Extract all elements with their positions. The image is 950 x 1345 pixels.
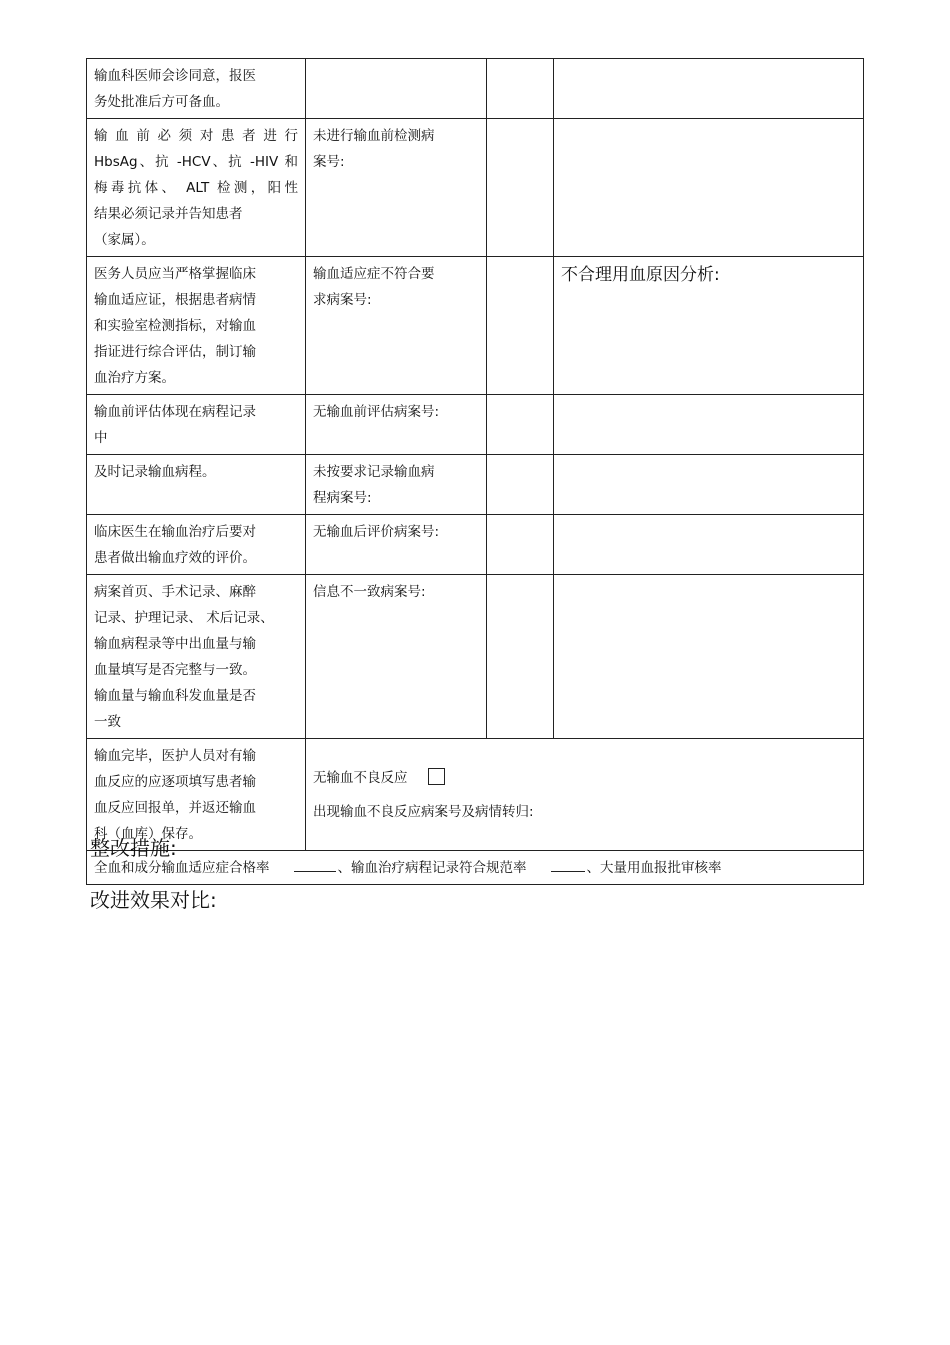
no-reaction-line xyxy=(313,765,856,791)
compare-heading: 改进效果对比: xyxy=(90,888,217,912)
rates-cell xyxy=(87,851,864,885)
table-row xyxy=(87,575,864,739)
issue-cell[interactable] xyxy=(306,575,487,739)
requirement-line: 输血病程录等中出血量与输 xyxy=(94,636,256,652)
requirement-line: 务处批准后方可备血。 xyxy=(94,94,229,110)
issue-line: 输血适应症不符合要 xyxy=(313,266,435,282)
analysis-cell[interactable] xyxy=(554,575,864,739)
requirement-line: 血反应的应逐项填写患者输 xyxy=(94,774,256,790)
requirement-line: 一致 xyxy=(94,714,121,730)
table-row xyxy=(87,59,864,119)
rate-label-3: 、大量用血报批审核率 xyxy=(586,860,722,876)
issue-cell[interactable] xyxy=(306,119,487,257)
table-row xyxy=(87,119,864,257)
analysis-cell[interactable] xyxy=(554,257,864,395)
issue-line: 未按要求记录输血病 xyxy=(313,464,435,480)
audit-table xyxy=(86,58,864,885)
no-reaction-label: 无输血不良反应 xyxy=(313,770,408,786)
reaction-label: 出现输血不良反应病案号及病情转归: xyxy=(313,804,534,820)
requirement-line: 科（血库）保存。 xyxy=(94,826,202,842)
analysis-cell[interactable] xyxy=(554,59,864,119)
issue-line: 无输血后评价病案号: xyxy=(313,524,440,540)
count-cell[interactable] xyxy=(487,59,554,119)
issue-cell[interactable] xyxy=(306,455,487,515)
count-cell[interactable] xyxy=(487,119,554,257)
requirement-line: 病案首页、手术记录、麻醉 xyxy=(94,584,256,600)
reaction-row xyxy=(87,739,864,851)
analysis-cell[interactable] xyxy=(554,395,864,455)
issue-line: 求病案号: xyxy=(313,292,372,308)
requirement-line: 医务人员应当严格掌握临床 xyxy=(94,266,256,282)
table-row xyxy=(87,515,864,575)
requirement-line: 输血适应证，根据患者病情 xyxy=(94,292,256,308)
rate-blank-2[interactable] xyxy=(551,857,585,872)
issue-line: 案号: xyxy=(313,154,345,170)
requirement-line: 中 xyxy=(94,430,108,446)
requirement-line: 结果必须记录并告知患者 xyxy=(94,206,243,222)
requirement-cell xyxy=(87,395,306,455)
analysis-cell[interactable] xyxy=(554,515,864,575)
requirement-line: 指证进行综合评估，制订输 xyxy=(94,344,256,360)
requirement-line: 和实验室检测指标，对输血 xyxy=(94,318,256,334)
requirement-line: 患者做出输血疗效的评价。 xyxy=(94,550,256,566)
count-cell[interactable] xyxy=(487,395,554,455)
issue-cell[interactable] xyxy=(306,59,487,119)
no-reaction-checkbox[interactable] xyxy=(428,768,445,785)
requirement-line: 输血完毕，医护人员对有输 xyxy=(94,748,256,764)
requirement-cell xyxy=(87,59,306,119)
requirement-line: 记录、护理记录、 术后记录、 xyxy=(94,610,274,626)
rectify-heading: 整改措施: xyxy=(90,836,177,860)
issue-line: 程病案号: xyxy=(313,490,372,506)
requirement-cell xyxy=(87,515,306,575)
requirement-line: 临床医生在输血治疗后要对 xyxy=(94,524,256,540)
analysis-cell[interactable] xyxy=(554,455,864,515)
requirement-line: 输血科医师会诊同意，报医 xyxy=(94,68,256,84)
requirement-line: 输血量与输血科发血量是否 xyxy=(94,688,256,704)
analysis-label: 不合理用血原因分析: xyxy=(561,265,720,285)
requirement-line: HbsAg、抗 -HCV、抗 -HIV 和 xyxy=(94,154,298,170)
requirement-line: 及时记录输血病程。 xyxy=(94,464,216,480)
table-row xyxy=(87,257,864,395)
table-row xyxy=(87,395,864,455)
issue-line: 未进行输血前检测病 xyxy=(313,128,435,144)
requirement-cell xyxy=(87,455,306,515)
analysis-cell[interactable] xyxy=(554,119,864,257)
issue-line: 无输血前评估病案号: xyxy=(313,404,440,420)
requirement-line: 血量填写是否完整与一致。 xyxy=(94,662,256,678)
count-cell[interactable] xyxy=(487,515,554,575)
requirement-cell xyxy=(87,575,306,739)
requirement-line: 输 血 前 必 须 对 患 者 进 行 xyxy=(94,128,298,144)
requirement-cell xyxy=(87,119,306,257)
requirement-line: 血治疗方案。 xyxy=(94,370,175,386)
issue-cell[interactable] xyxy=(306,257,487,395)
requirement-line: 梅毒抗体、 ALT 检测，阳性 xyxy=(94,180,298,196)
count-cell[interactable] xyxy=(487,455,554,515)
requirement-line: 血反应回报单，并返还输血 xyxy=(94,800,256,816)
rate-label-1: 全血和成分输血适应症合格率 xyxy=(94,860,270,876)
requirement-cell xyxy=(87,257,306,395)
audit-sheet xyxy=(86,58,864,885)
requirement-line: （家属）。 xyxy=(94,232,155,248)
rate-blank-1[interactable] xyxy=(294,857,336,872)
issue-cell[interactable] xyxy=(306,395,487,455)
count-cell[interactable] xyxy=(487,575,554,739)
count-cell[interactable] xyxy=(487,257,554,395)
rate-label-2: 、输血治疗病程记录符合规范率 xyxy=(337,860,527,876)
rates-row xyxy=(87,851,864,885)
issue-line: 信息不一致病案号: xyxy=(313,584,426,600)
reaction-cell xyxy=(306,739,864,851)
issue-cell[interactable] xyxy=(306,515,487,575)
requirement-line: 输血前评估体现在病程记录 xyxy=(94,404,256,420)
table-row xyxy=(87,455,864,515)
